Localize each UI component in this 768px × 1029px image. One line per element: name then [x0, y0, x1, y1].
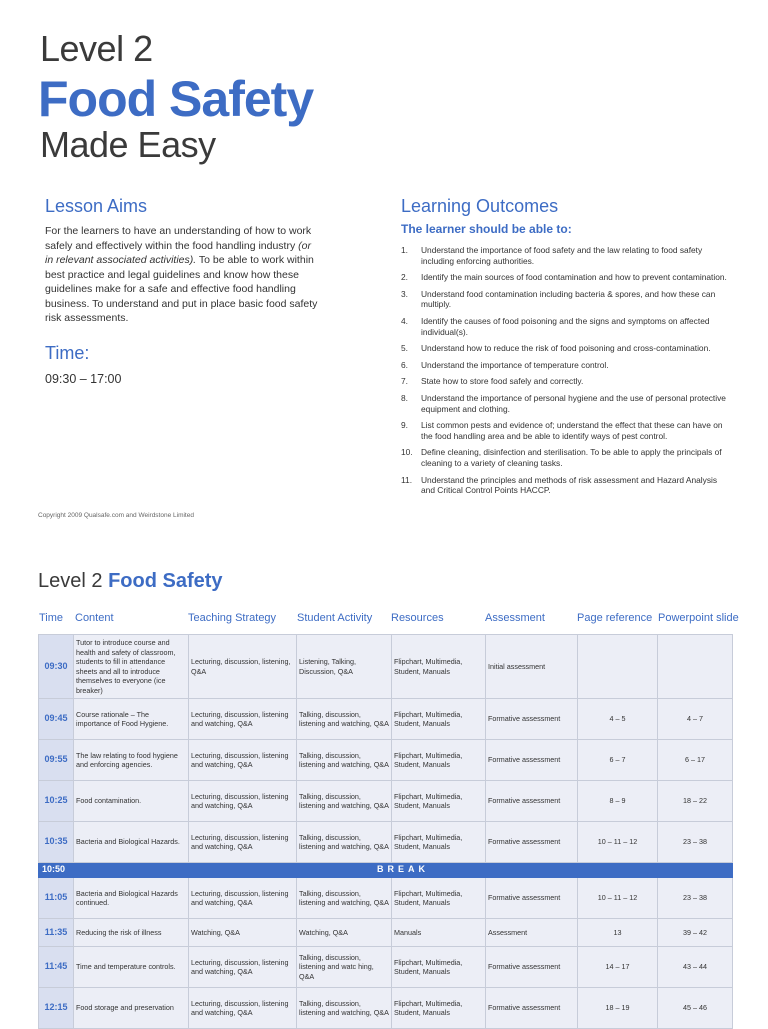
table-row [39, 740, 733, 781]
row-activity: Talking, discussion, listening and watching, Q&A [297, 822, 392, 863]
row-activity: Talking, discussion, listening and watching, Q&A [297, 781, 392, 822]
table-row [39, 822, 733, 863]
row-activity: Talking, discussion, listening and watching, Q&A [297, 699, 392, 740]
row-activity: Talking, discussion, listening and watching, Q&A [297, 740, 392, 781]
row-content: Course rationale – The importance of Food Hygiene. [74, 699, 189, 740]
row-activity: Talking, discussion, listening and watching, Q&A [297, 988, 392, 1029]
row-time: 10:25 [39, 781, 74, 822]
col-head-powerpoint-slide: Powerpoint slide [658, 612, 739, 624]
outcome-item: 11. Understand the principles and methods of risk assessment and Hazard Analysis and Critical Control Points HACCP. [401, 474, 718, 496]
row-assessment: Formative assessment [486, 781, 578, 822]
table-row [39, 947, 733, 988]
row-strategy: Lecturing, discussion, listening and watching, Q&A [189, 988, 297, 1029]
col-head-page-reference: Page reference [577, 612, 653, 624]
title-food-safety: Food Safety [38, 71, 314, 127]
row-time: 09:45 [39, 699, 74, 740]
row-content: Time and temperature controls. [74, 947, 189, 988]
row-slide: 43 – 44 [658, 947, 733, 988]
row-resources: Manuals [392, 919, 486, 947]
outcome-item: 1. Understand the importance of food safety and the law relating to food safety including enforcing authorities. [401, 245, 703, 266]
row-activity: Listening, Talking, Discussion, Q&A [297, 635, 392, 699]
copyright-text: Copyright 2009 Qualsafe.com and Weirdstone Limited [38, 512, 194, 519]
break-row [39, 863, 733, 878]
row-page: 13 [578, 919, 658, 947]
row-assessment: Initial assessment [486, 635, 578, 699]
row-resources: Flipchart, Multimedia, Student, Manuals [392, 635, 486, 699]
col-head-student-activity: Student Activity [297, 612, 373, 624]
break-label: BREAK [74, 863, 733, 878]
row-resources: Flipchart, Multimedia, Student, Manuals [392, 740, 486, 781]
col-head-resources: Resources [391, 612, 444, 624]
row-content: Bacteria and Biological Hazards. [74, 822, 189, 863]
row-strategy: Lecturing, discussion, listening and watching, Q&A [189, 947, 297, 988]
row-time: 09:30 [39, 635, 74, 699]
row-slide: 4 – 7 [658, 699, 733, 740]
row-assessment: Assessment [486, 919, 578, 947]
row-page: 8 – 9 [578, 781, 658, 822]
time-value: 09:30 – 17:00 [45, 372, 122, 386]
row-assessment: Formative assessment [486, 947, 578, 988]
row-page: 6 – 7 [578, 740, 658, 781]
row-strategy: Lecturing, discussion, listening and watching, Q&A [189, 699, 297, 740]
row-assessment: Formative assessment [486, 699, 578, 740]
table-row [39, 635, 733, 699]
row-page [578, 635, 658, 699]
lesson-aims-heading: Lesson Aims [45, 196, 148, 216]
row-slide: 18 – 22 [658, 781, 733, 822]
schedule-title: Level 2 Food Safety [38, 570, 223, 592]
row-assessment: Formative assessment [486, 822, 578, 863]
row-strategy: Lecturing, discussion, listening, Q&A [189, 635, 297, 699]
row-slide [658, 635, 733, 699]
row-activity: Talking, discussion, listening and watc hing, Q&A [297, 947, 392, 988]
row-strategy: Lecturing, discussion, listening and watching, Q&A [189, 781, 297, 822]
table-row [39, 781, 733, 822]
outcome-item: 4. Identify the causes of food poisoning and the signs and symptoms on affected individual(s). [401, 315, 710, 337]
row-page: 14 – 17 [578, 947, 658, 988]
outcome-item: 3. Understand food contamination including bacteria & spores, and how these can multiply. [401, 288, 716, 310]
learning-outcomes-heading: Learning Outcomes [401, 196, 559, 216]
row-page: 10 – 11 – 12 [578, 822, 658, 863]
row-resources: Flipchart, Multimedia, Student, Manuals [392, 822, 486, 863]
table-row [39, 919, 733, 947]
outcome-item: 8. Understand the importance of personal hygiene and the use of personal protective equipment and clothing. [401, 392, 726, 414]
title-made-easy: Made Easy [40, 124, 216, 165]
row-resources: Flipchart, Multimedia, Student, Manuals [392, 699, 486, 740]
outcome-item: 9. List common pests and evidence of; understand the effect that these can have on the food handling area and be able to identify ways of pest control. [401, 420, 723, 441]
row-content: Food storage and preservation [74, 988, 189, 1029]
row-slide: 45 – 46 [658, 988, 733, 1029]
outcome-item: 5. Understand how to reduce the risk of food poisoning and cross-contamination. [401, 343, 711, 354]
row-time: 11:45 [39, 947, 74, 988]
row-resources: Flipchart, Multimedia, Student, Manuals [392, 947, 486, 988]
title-level: Level 2 [40, 28, 153, 69]
break-time: 10:50 [39, 863, 74, 878]
row-resources: Flipchart, Multimedia, Student, Manuals [392, 988, 486, 1029]
col-head-assessment: Assessment [485, 612, 545, 624]
row-content: Food contamination. [74, 781, 189, 822]
row-content: Tutor to introduce course and health and safety of classroom, students to fill in attendance sheets and all to introduce themselves to everyone (ice breaker) [74, 635, 189, 699]
lesson-aims-text: For the learners to have an understanding of how to work safely and effectively within the food handling industry (or in relevant associated activities). To be able to work within best practice and legal guidelines and know how these guidelines make for a safe and effective food handling business. To understand and put in place basic food safety risk assessments. [45, 225, 318, 324]
row-resources: Flipchart, Multimedia, Student, Manuals [392, 781, 486, 822]
row-time: 12:15 [39, 988, 74, 1029]
row-assessment: Formative assessment [486, 740, 578, 781]
col-head-content: Content [75, 612, 114, 624]
row-resources: Flipchart, Multimedia, Student, Manuals [392, 878, 486, 919]
row-content: Bacteria and Biological Hazards continued. [74, 878, 189, 919]
row-strategy: Watching, Q&A [189, 919, 297, 947]
row-slide: 6 – 17 [658, 740, 733, 781]
outcome-item: 2. Identify the main sources of food contamination and how to prevent contamination. [401, 272, 727, 283]
row-strategy: Lecturing, discussion, listening and watching, Q&A [189, 740, 297, 781]
row-slide: 23 – 38 [658, 822, 733, 863]
row-slide: 39 – 42 [658, 919, 733, 947]
row-content: Reducing the risk of illness [74, 919, 189, 947]
row-time: 09:55 [39, 740, 74, 781]
row-assessment: Formative assessment [486, 988, 578, 1029]
table-row [39, 699, 733, 740]
row-assessment: Formative assessment [486, 878, 578, 919]
row-activity: Watching, Q&A [297, 919, 392, 947]
outcome-item: 7. State how to store food safely and correctly. [401, 376, 584, 387]
table-row [39, 878, 733, 919]
schedule-table [38, 634, 733, 1029]
table-row [39, 988, 733, 1029]
outcome-item: 6. Understand the importance of temperature control. [401, 359, 609, 370]
row-content: The law relating to food hygiene and enforcing agencies. [74, 740, 189, 781]
col-head-time: Time [39, 612, 64, 624]
row-strategy: Lecturing, discussion, listening and watching, Q&A [189, 822, 297, 863]
row-activity: Talking, discussion, listening and watching, Q&A [297, 878, 392, 919]
time-heading: Time: [45, 343, 90, 363]
row-time: 10:35 [39, 822, 74, 863]
row-page: 4 – 5 [578, 699, 658, 740]
row-time: 11:35 [39, 919, 74, 947]
learning-outcomes-subheading: The learner should be able to: [401, 222, 572, 236]
row-time: 11:05 [39, 878, 74, 919]
row-page: 10 – 11 – 12 [578, 878, 658, 919]
row-page: 18 – 19 [578, 988, 658, 1029]
row-slide: 23 – 38 [658, 878, 733, 919]
learning-outcomes-list [401, 245, 731, 496]
outcome-item: 10. Define cleaning, disinfection and sterilisation. To be able to apply the principals of cleaning to a variety of cleaning tasks. [401, 447, 722, 468]
row-strategy: Lecturing, discussion, listening and watching, Q&A [189, 878, 297, 919]
col-head-teaching-strategy: Teaching Strategy [188, 612, 277, 624]
